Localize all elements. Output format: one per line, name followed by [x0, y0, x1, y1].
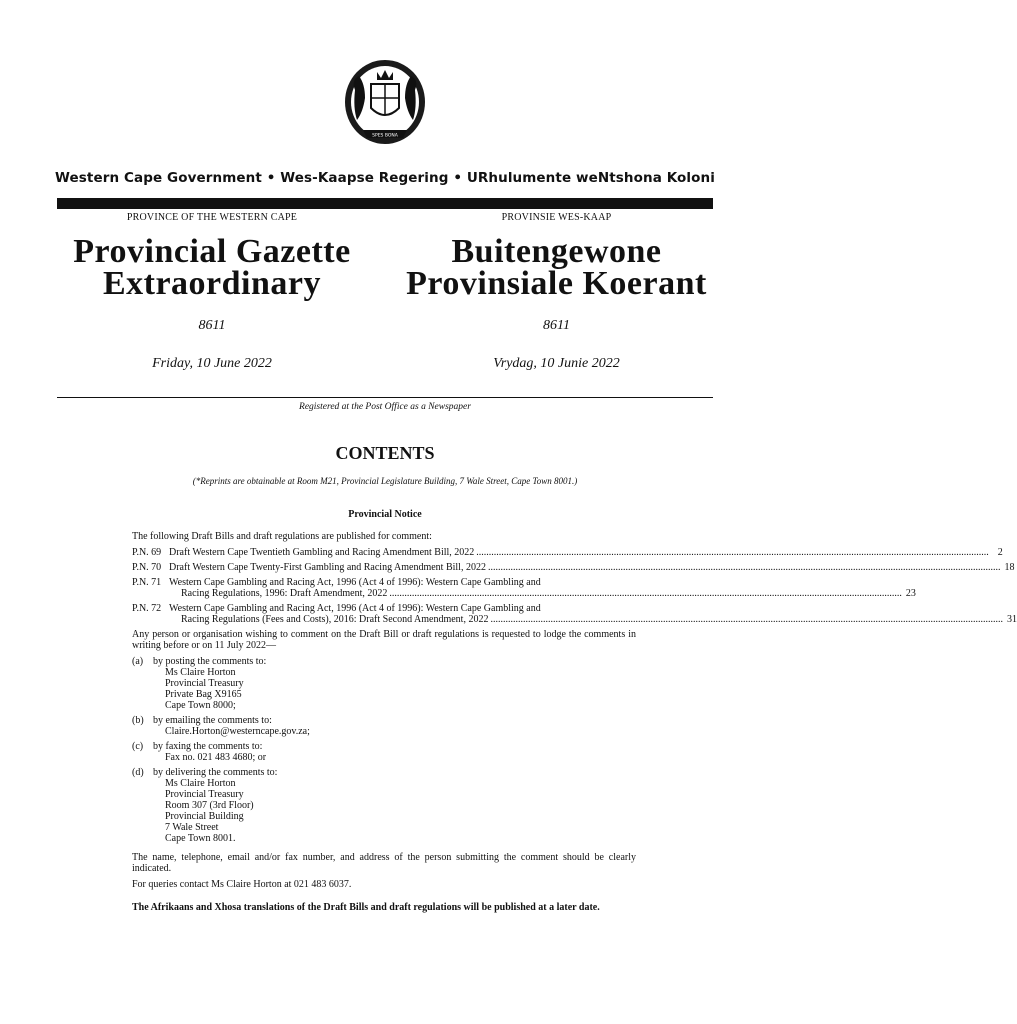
- notice-entry: [132, 547, 1003, 558]
- submitter-note: The name, telephone, email and/or fax number, and address of the person submitting the comment should be clearly indicated.: [132, 852, 636, 874]
- comment-intro: Any person or organisation wishing to comment on the Draft Bill or draft regulations is requested to lodge the comments in writing before or on 11 July 2022—: [132, 629, 636, 651]
- address-line: Provincial Treasury: [165, 789, 244, 800]
- crest-motto: SPES BONA: [372, 133, 398, 139]
- method-label: by delivering the comments to:: [153, 767, 278, 778]
- reprints-note: (*Reprints are obtainable at Room M21, Provincial Legislature Building, 7 Wale Street, Cape Town 8001.): [192, 476, 578, 486]
- method-letter: (a): [132, 656, 144, 667]
- address-line: 7 Wale Street: [165, 822, 219, 833]
- method-post: [132, 656, 636, 711]
- notice-page: 23: [905, 588, 916, 599]
- notice-ref: P.N. 70: [132, 562, 162, 573]
- gazette-title-afrikaans-line1: Buitengewone: [451, 233, 662, 270]
- address-line: Provincial Treasury: [165, 678, 244, 689]
- method-label: by emailing the comments to:: [153, 715, 272, 726]
- notice-page: 2: [997, 547, 1003, 558]
- gazette-date-afrikaans: Vrydag, 10 Junie 2022: [493, 356, 620, 371]
- method-letter: (b): [132, 715, 144, 726]
- notice-title: Western Cape Gambling and Racing Act, 1996 (Act 4 of 1996): Western Cape Gambling and: [169, 603, 541, 614]
- gazette-title-afrikaans: [400, 233, 713, 302]
- gazette-title-english: [57, 233, 367, 302]
- notice-entry: [132, 577, 916, 599]
- registered-note: Registered at the Post Office as a Newspaper: [299, 402, 471, 412]
- coat-of-arms-logo: [335, 50, 435, 150]
- notice-title: Draft Western Cape Twentieth Gambling and Racing Amendment Bill, 2022: [169, 547, 475, 558]
- method-label: by faxing the comments to:: [153, 741, 263, 752]
- queries-note: For queries contact Ms Claire Horton at 021 483 6037.: [132, 879, 352, 890]
- method-deliver: [132, 767, 636, 844]
- translation-note: The Afrikaans and Xhosa translations of the Draft Bills and draft regulations will be published at a later date.: [132, 902, 600, 913]
- method-fax: [132, 741, 636, 763]
- address-line: Ms Claire Horton: [165, 667, 236, 678]
- address-line: Ms Claire Horton: [165, 778, 236, 789]
- notice-entry: [132, 562, 1015, 573]
- leader-dots: [490, 614, 1003, 625]
- notice-page: 31: [1006, 614, 1017, 625]
- province-english: PROVINCE OF THE WESTERN CAPE: [126, 212, 298, 223]
- method-label: by posting the comments to:: [153, 656, 267, 667]
- notice-title: Western Cape Gambling and Racing Act, 1996 (Act 4 of 1996): Western Cape Gambling and: [169, 577, 541, 588]
- contents-body: [132, 531, 1017, 918]
- header-thick-rule: [57, 198, 713, 209]
- gazette-title-english-line1: Provincial Gazette: [73, 233, 351, 270]
- gazette-title-afrikaans-line2: Provinsiale Koerant: [406, 265, 707, 302]
- section-heading: Provincial Notice: [348, 509, 422, 520]
- government-line: Western Cape Government • Wes-Kaapse Regering • URhulumente weNtshona Koloni: [55, 170, 715, 186]
- fax-number: Fax no. 021 483 4680; or: [165, 752, 267, 763]
- province-afrikaans: PROVINSIE WES-KAAP: [501, 212, 612, 223]
- notice-title-continued: Racing Regulations, 1996: Draft Amendment, 2022: [181, 588, 388, 599]
- method-letter: (c): [132, 741, 144, 752]
- contents-title: CONTENTS: [335, 443, 435, 463]
- notice-title: Draft Western Cape Twenty-First Gambling and Racing Amendment Bill, 2022: [169, 562, 486, 573]
- method-letter: (d): [132, 767, 144, 778]
- notice-ref: P.N. 69: [132, 547, 162, 558]
- leader-dots: [488, 562, 1001, 573]
- email-address: Claire.Horton@westerncape.gov.za;: [165, 726, 310, 737]
- gazette-number-english: 8611: [198, 318, 226, 333]
- leader-dots: [389, 588, 902, 599]
- address-line: Cape Town 8001.: [165, 833, 236, 844]
- gazette-date-english: Friday, 10 June 2022: [152, 356, 272, 371]
- notice-ref: P.N. 72: [132, 603, 162, 614]
- notice-entry: [132, 603, 1017, 625]
- gazette-title-english-line2: Extraordinary: [102, 265, 322, 302]
- notice-ref: P.N. 71: [132, 577, 162, 588]
- intro-text: The following Draft Bills and draft regulations are published for comment:: [132, 531, 432, 542]
- address-line: Private Bag X9165: [165, 689, 242, 700]
- notice-page: 18: [1004, 562, 1015, 573]
- gazette-number-afrikaans: 8611: [543, 318, 570, 333]
- notice-title-continued: Racing Regulations (Fees and Costs), 2016: Draft Second Amendment, 2022: [181, 614, 489, 625]
- divider-rule: [57, 397, 713, 398]
- address-line: Provincial Building: [165, 811, 244, 822]
- leader-dots: [476, 547, 989, 558]
- method-email: [132, 715, 636, 737]
- address-line: Cape Town 8000;: [165, 700, 236, 711]
- address-line: Room 307 (3rd Floor): [165, 800, 254, 811]
